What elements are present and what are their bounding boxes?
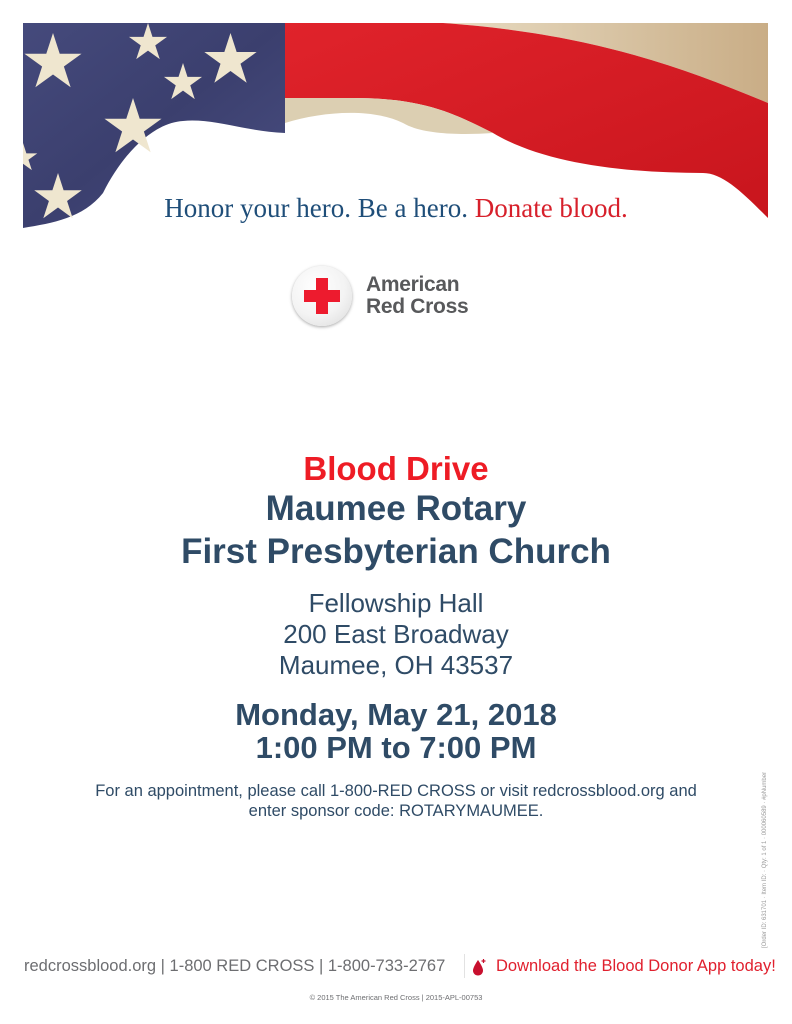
red-cross-icon xyxy=(292,266,352,326)
event-address xyxy=(0,588,792,681)
footer-contact: redcrossblood.org | 1-800 RED CROSS | 1-800-733-2767 xyxy=(24,957,446,975)
logo-wordmark xyxy=(366,274,468,318)
tagline xyxy=(0,193,792,224)
app-download-text: Download the Blood Donor App today! xyxy=(496,957,776,975)
logo-line-2: Red Cross xyxy=(366,295,469,318)
order-id-note: [Order ID: 631701 · Item ID: · Qty: 1 of 1 · 000060589 · #pNumber xyxy=(762,771,768,948)
appointment-line-2: enter sponsor code: ROTARYMAUMEE. xyxy=(248,802,544,820)
tagline-donate: Donate blood. xyxy=(474,193,628,223)
address-city: Maumee, OH 43537 xyxy=(278,650,514,680)
address-street: 200 East Broadway xyxy=(283,619,509,649)
event-sponsor: Maumee Rotary xyxy=(265,489,527,528)
appointment-info xyxy=(40,781,752,821)
tagline-honor: Honor your hero. Be a hero. xyxy=(164,193,468,223)
appointment-line-1: For an appointment, please call 1-800-RED CROSS or visit redcrossblood.org and xyxy=(95,782,697,800)
american-red-cross-logo xyxy=(292,265,468,327)
event-date: Monday, May 21, 2018 xyxy=(235,697,557,732)
copyright: © 2015 The American Red Cross | 2015-APL-00753 xyxy=(309,993,483,1002)
address-room: Fellowship Hall xyxy=(308,588,484,618)
blood-drop-icon xyxy=(472,958,486,976)
event-venue: First Presbyterian Church xyxy=(181,532,611,571)
event-time: 1:00 PM to 7:00 PM xyxy=(255,730,537,765)
event-heading: Blood Drive xyxy=(303,450,489,487)
logo-line-1: American xyxy=(366,273,460,296)
event-datetime xyxy=(0,698,792,764)
app-download-cta[interactable] xyxy=(472,957,776,976)
footer-divider xyxy=(464,954,465,978)
